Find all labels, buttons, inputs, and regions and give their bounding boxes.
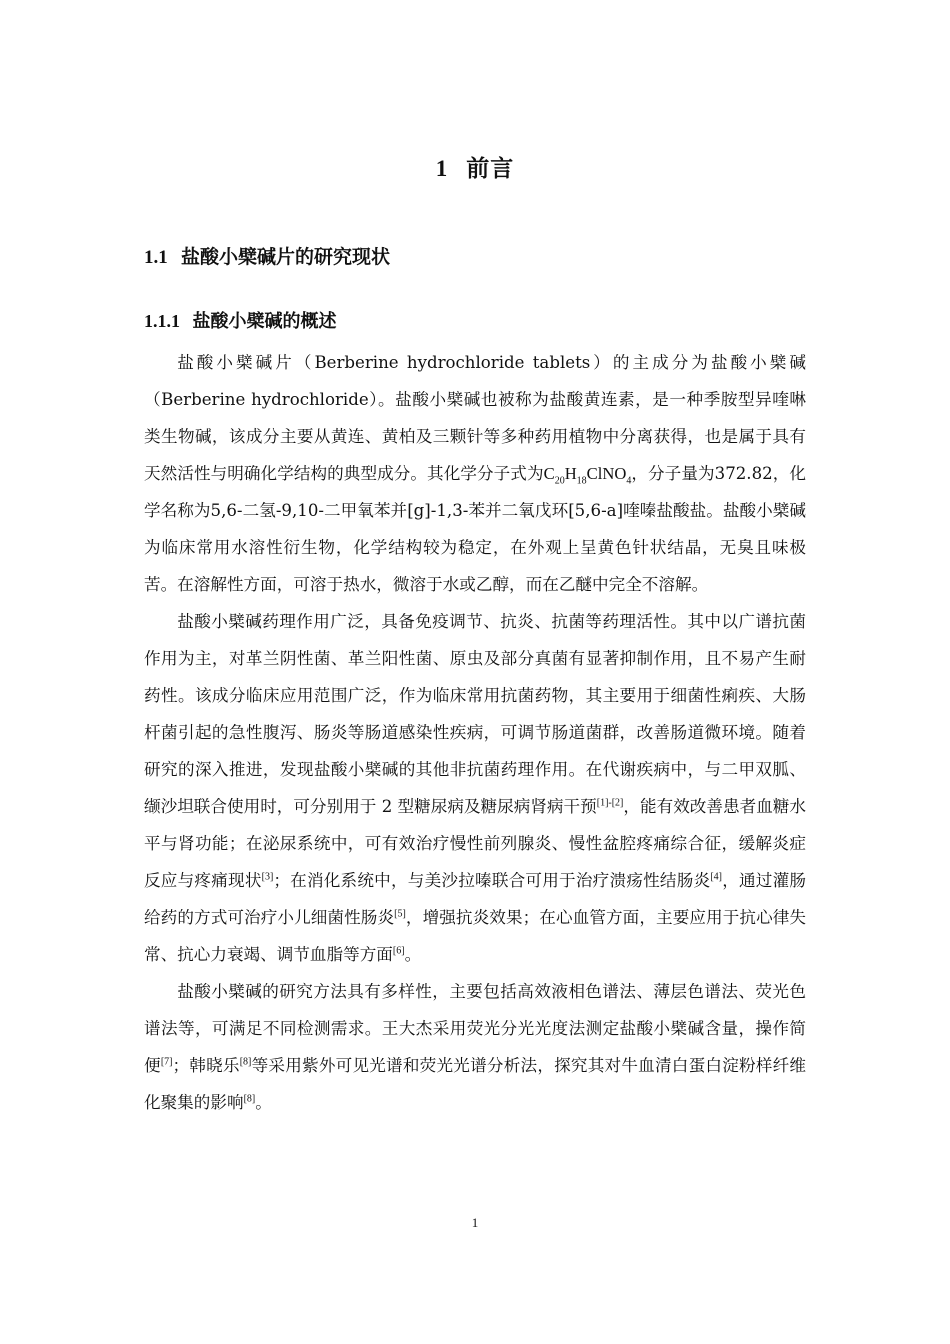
chapter-number: 1	[435, 156, 449, 181]
citation: [6]	[392, 945, 405, 957]
paragraph-methods	[144, 973, 806, 1121]
citation: [7]	[160, 1056, 173, 1068]
paragraph-text: 等采用紫外可见光谱和荧光光谱分析法，探究其对牛血清白蛋白淀粉样纤维化聚集的影响	[144, 1056, 807, 1112]
chapter-title	[0, 150, 950, 183]
citation: [3]	[261, 871, 274, 883]
paragraph-text: ，能有效改善患者血糖水平与肾功能；在泌尿系统中，可有效治疗慢性前列腺炎、慢性盆腔疼痛综合征，缓解炎症反应与疼痛现状	[144, 797, 806, 890]
subsection-number: 1.1.1	[144, 311, 180, 331]
chapter-title-text: 前言	[466, 156, 515, 182]
section-number: 1.1	[144, 247, 168, 268]
paragraph-text: ，分子量为372.82，化学名称为5,6-二氢-9,10-二甲氧苯并[g]-1,3-苯并二氧戊环[5,6-a]喹嗪盐酸盐。盐酸小檗碱为临床常用水溶性衍生物，化学结构较为稳定，在外观上呈黄色针状结晶，无臭且味极苦。在溶解性方面，可溶于热水，微溶于水或乙醇，而在乙醚中完全不溶解。	[144, 464, 806, 594]
body-text	[144, 344, 806, 1121]
paragraph-text: ；韩晓乐	[172, 1056, 240, 1075]
citation: [8]	[239, 1056, 252, 1068]
paragraph-text: 。	[404, 945, 422, 964]
paragraph-overview	[144, 344, 806, 603]
section-heading	[144, 242, 390, 269]
subsection-heading	[144, 307, 337, 333]
paragraph-pharmacology	[144, 603, 806, 973]
page-number: 1	[471, 1215, 479, 1230]
paragraph-text: 盐酸小檗碱药理作用广泛，具备免疫调节、抗炎、抗菌等药理活性。其中以广谱抗菌作用为主，对革兰阴性菌、革兰阳性菌、原虫及部分真菌有显著抑制作用，且不易产生耐药性。该成分临床应用范围广泛，作为临床常用抗菌药物，其主要用于细菌性痢疾、大肠杆菌引起的急性腹泻、肠炎等肠道感染性疾病，可调节肠道菌群，改善肠道微环境。随着研究的深入推进，发现盐酸小檗碱的其他非抗菌药理作用。在代谢疾病中，与二甲双胍、缬沙坦联合使用时，可分别用于 2 型糖尿病及糖尿病肾病干预	[144, 612, 806, 816]
molecular-formula: $C_{20}H_{18}ClNO_4$	[543, 464, 632, 487]
section-heading-text: 盐酸小檗碱片的研究现状	[180, 246, 390, 268]
paragraph-text: ，通过灌肠给药的方式可治疗小儿细菌性肠炎	[144, 871, 807, 927]
citation: [4]	[710, 871, 722, 883]
subsection-heading-text: 盐酸小檗碱的概述	[192, 311, 337, 332]
paragraph-text: ；在消化系统中，与美沙拉嗪联合可用于治疗溃疡性结肠炎	[273, 871, 711, 890]
paragraph-text: 盐酸小檗碱的研究方法具有多样性，主要包括高效液相色谱法、薄层色谱法、荧光色谱法等，可满足不同检测需求。王大杰采用荧光分光光度法测定盐酸小檗碱含量，操作简便	[144, 982, 806, 1075]
paragraph-text: 盐酸小檗碱片（Berberine hydrochloride tablets）的主成分为盐酸小檗碱（Berberine hydrochloride）。盐酸小檗碱也被称为盐酸黄连素，是一种季胺型异喹啉类生物碱，该成分主要从黄连、黄柏及三颗针等多种药用植物中分离获得，也是属于具有天然活性与明确化学结构的典型成分。其化学分子式为	[144, 353, 806, 483]
paragraph-text: 。	[255, 1093, 272, 1112]
citation: [1]-[2]	[596, 797, 624, 809]
citation: [8]	[243, 1093, 256, 1105]
paragraph-text: ，增强抗炎效果；在心血管方面，主要应用于抗心律失常、抗心力衰竭、调节血脂等方面	[144, 908, 807, 964]
citation: [5]	[394, 908, 406, 920]
